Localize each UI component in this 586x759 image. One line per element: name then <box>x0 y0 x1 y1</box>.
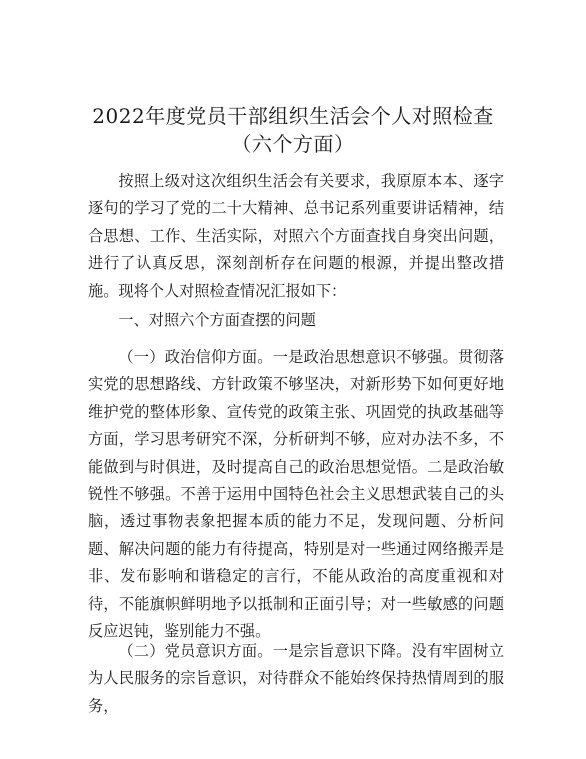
intro-paragraph: 按照上级对这次组织生活会有关要求，我原原本本、逐字逐句的学习了党的二十大精神、总书记系列重要讲话精神，结合思想、工作、生活实际，对照六个方面查找自身突出问题，进行了认真反思，深刻剖析存在问题的根源，并提出整改措施。现将个人对照检查情况汇报如下： <box>88 172 504 300</box>
document-title: 2022年度党员干部组织生活会个人对照检查 <box>92 104 494 128</box>
section-heading: 一、对照六个方面查摆的问题 <box>118 311 316 329</box>
document-subtitle: （六个方面） <box>231 132 355 156</box>
party-awareness-paragraph: （二）党员意识方面。一是宗旨意识下降。没有牢固树立为人民服务的宗旨意识，对待群众不能始终保持热情周到的服务， <box>88 642 504 715</box>
political-belief-paragraph: （一）政治信仰方面。一是政治思想意识不够强。贯彻落实党的思想路线、方针政策不够坚决，对新形势下如何更好地维护党的整体形象、宣传党的政策主张、巩固党的执政基础等方面，学习思考研究不深，分析研判不够，应对办法不多，不能做到与时俱进，及时提高自己的政治思想觉悟。二是政治敏锐性不够强。不善于运用中国特色社会主义思想武装自己的头脑，透过事物表象把握本质的能力不足，发现问题、分析问题、解决问题的能力有待提高，特别是对一些通过网络搬弄是非、发布影响和谐稳定的言行，不能从政治的高度重视和对待，不能旗帜鲜明地予以抵制和正面引导；对一些敏感的问题反应迟钝，鉴别能力不强。 <box>88 348 504 641</box>
